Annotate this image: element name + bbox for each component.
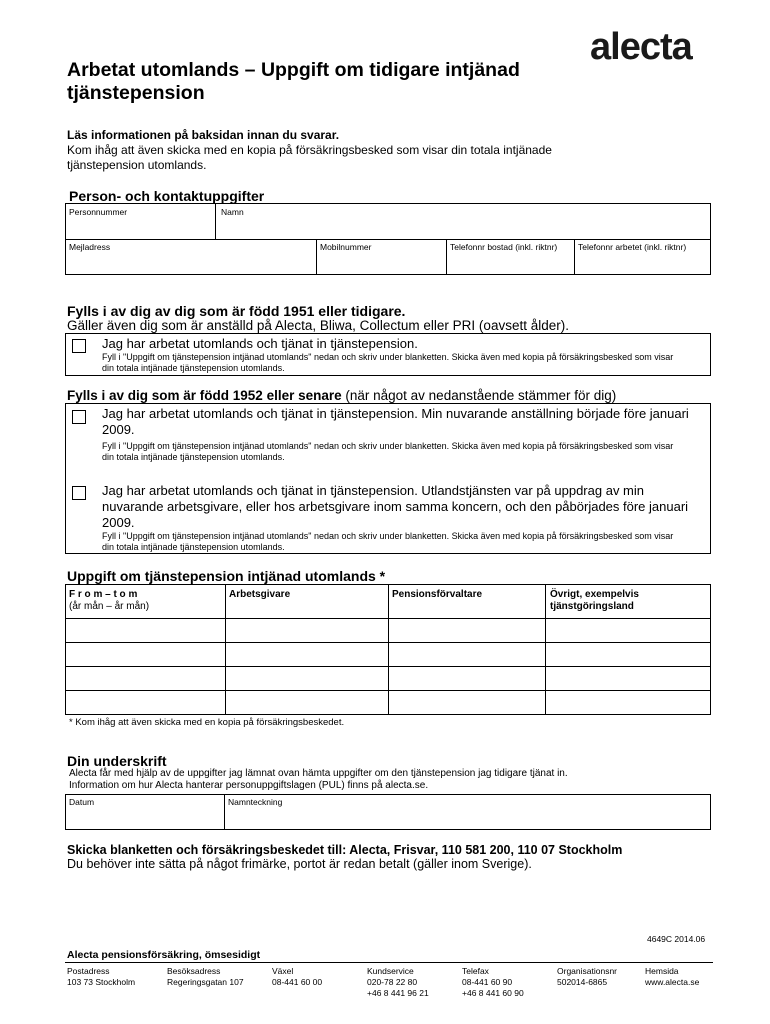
kund-2: +46 8 441 96 21 [367,988,429,998]
vaxel: 08-441 60 00 [272,977,323,987]
form-code: 4649C 2014.06 [647,934,706,944]
group1-option: Jag har arbetat utomlands och tjänat in tjänstepension. [102,336,418,351]
group1-checkbox[interactable] [72,339,86,353]
col-from-to: F r o m – t o m [69,589,138,600]
group2-option-2: Jag har arbetat utomlands och tjänat in tjänstepension. Utlandstjänsten var på uppdrag av min nuvarande arbetsgivare, eller hos arbetsgivare inom samma koncern, och den påbörjades före januari 2009. [102,483,689,530]
alecta-logo: alecta [590,26,692,68]
mejladress-field[interactable]: Mejladress [69,242,111,252]
group2-hint-1: Fyll i "Uppgift om tjänstepension intjänad utomlands" nedan och skriv under blanketten. Skicka även med kopia på försäkringsbesked som visar din totala intjänade tjänstepension utomlands. [102,441,674,462]
group2-heading [67,388,616,403]
divider [446,239,447,275]
pension-footnote: * Kom ihåg att även skicka med en kopia på försäkringsbeskedet. [69,717,345,728]
kund-1: 020-78 22 80 [367,977,418,987]
group1-heading: Fylls i av dig av dig som är född 1951 eller tidigare. [67,303,406,319]
telefax-2: +46 8 441 60 90 [462,988,524,998]
vaxel-label: Växel [272,966,294,976]
mobilnummer-field[interactable]: Mobilnummer [320,242,372,252]
kund-label: Kundservice [367,966,414,976]
tel-arbete-field[interactable]: Telefonnr arbetet (inkl. riktnr) [578,242,687,252]
personnummer-field[interactable]: Personnummer [69,207,128,217]
divider [65,642,711,643]
send-note: Du behöver inte sätta på något frimärke, portot är redan betalt (gäller inom Sverige). [67,857,532,871]
divider [65,690,711,691]
person-heading: Person- och kontaktuppgifter [69,188,265,204]
divider [65,618,711,619]
hemsida-link[interactable]: www.alecta.se [645,977,700,987]
intro-text: Kom ihåg att även skicka med en kopia på försäkringsbesked som visar din totala intjänade tjänstepension utomlands. [67,143,552,172]
intro-bold: Läs informationen på baksidan innan du svarar. [67,128,340,142]
postadress: 103 73 Stockholm [67,977,136,987]
divider [224,794,225,830]
divider [574,239,575,275]
col-from-to-sub: (år mån – år mån) [69,601,150,612]
namn-field[interactable]: Namn [221,207,244,217]
divider [65,962,713,963]
besok-label: Besöksadress [167,966,221,976]
divider [65,666,711,667]
divider [388,584,389,715]
signature-heading: Din underskrift [67,753,167,769]
org: 502014-6865 [557,977,608,987]
org-label: Organisationsnr [557,966,618,976]
page-title: Arbetat utomlands – Uppgift om tidigare intjänad tjänstepension [67,59,520,104]
telefax-label: Telefax [462,966,489,976]
besok: Regeringsgatan 107 [167,977,244,987]
telefax-1: 08-441 60 90 [462,977,513,987]
col-arbetsgivare: Arbetsgivare [229,589,291,600]
footer-company: Alecta pensionsförsäkring, ömsesidigt [67,949,261,961]
group2-checkbox-1[interactable] [72,410,86,424]
send-address: Skicka blanketten och försäkringsbeskedet till: Alecta, Frisvar, 110 581 200, 110 07 Stockholm [67,843,623,857]
datum-field[interactable]: Datum [69,797,95,807]
divider [225,584,226,715]
col-ovrigt: Övrigt, exempelvis tjänstgöringsland [550,589,639,612]
signature-box [65,794,711,830]
postadress-label: Postadress [67,966,110,976]
group1-hint: Fyll i "Uppgift om tjänstepension intjänad utomlands" nedan och skriv under blanketten. Skicka även med kopia på försäkringsbesked som visar din totala intjänade tjänstepension utomlands. [102,352,674,373]
namnteckning-field[interactable]: Namnteckning [228,797,283,807]
divider [545,584,546,715]
group1-sub: Gäller även dig som är anställd på Alecta, Bliwa, Collectum eller PRI (oavsett ålder). [67,318,569,333]
signature-text-2: Information om hur Alecta hanterar personuppgiftslagen (PUL) finns på alecta.se. [69,780,429,791]
group2-heading-rest: (när något av nedanstående stämmer för dig) [341,388,617,403]
tel-bostad-field[interactable]: Telefonnr bostad (inkl. riktnr) [450,242,558,252]
divider [316,239,317,275]
signature-text-1: Alecta får med hjälp av de uppgifter jag lämnat ovan hämta uppgifter om den tjänstepension jag tidigare tjänat in. [69,768,568,779]
col-pensionsforvaltare: Pensionsförvaltare [392,589,483,600]
person-divider [65,239,711,240]
hemsida-label: Hemsida [645,966,679,976]
group2-checkbox-2[interactable] [72,486,86,500]
pension-heading: Uppgift om tjänstepension intjänad utomlands * [67,568,386,584]
divider [215,203,216,239]
group2-heading-bold: Fylls i av dig som är född 1952 eller senare [67,388,342,403]
group2-hint-2: Fyll i "Uppgift om tjänstepension intjänad utomlands" nedan och skriv under blanketten. Skicka även med kopia på försäkringsbesked som visar din totala intjänade tjänstepension utomlands. [102,531,674,552]
group2-option-1: Jag har arbetat utomlands och tjänat in tjänstepension. Min nuvarande anställning började före januari 2009. [102,406,689,437]
